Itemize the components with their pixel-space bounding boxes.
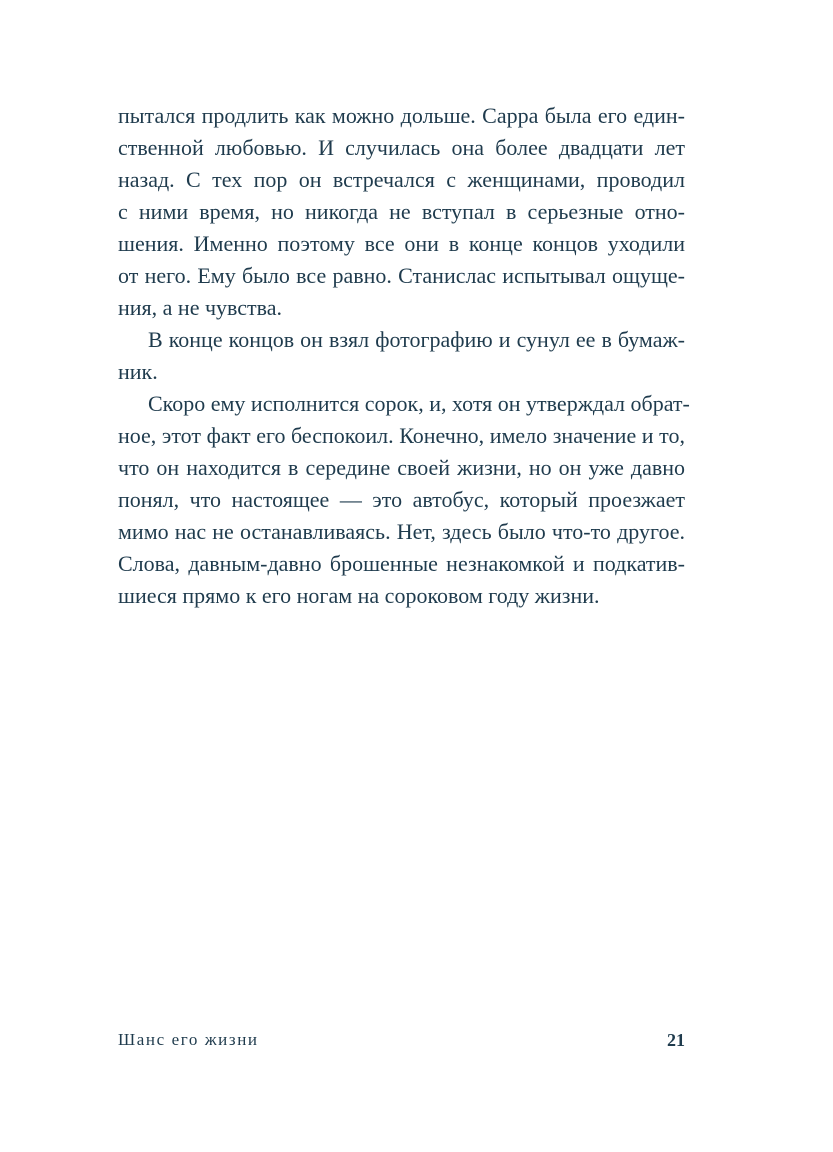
text-line: что он находится в середине своей жизни, но он уже давно — [118, 455, 685, 480]
text-line: от него. Ему было все равно. Станислас испытывал ощуще- — [118, 263, 685, 288]
paragraph-start-line: В конце концов он взял фотографию и сунул ее в бумаж- — [148, 327, 685, 352]
page-number: 21 — [667, 1030, 685, 1050]
text-line: ное, этот факт его беспокоил. Конечно, имело значение и то, — [118, 423, 685, 448]
text-line: понял, что настоящее — это автобус, который проезжает — [118, 487, 685, 512]
paragraph-start-line: Скоро ему исполнится сорок, и, хотя он утверждал обрат- — [148, 391, 690, 416]
text-line: ник. — [118, 359, 158, 384]
body-text — [118, 100, 690, 612]
page-footer — [118, 1026, 685, 1054]
running-title: Шанс его жизни — [118, 1030, 259, 1049]
text-line: шиеся прямо к его ногам на сороковом году жизни. — [118, 583, 600, 608]
text-line: с ними время, но никогда не вступал в серьезные отно- — [118, 199, 685, 224]
text-line: шения. Именно поэтому все они в конце концов уходили — [118, 231, 685, 256]
text-line: ственной любовью. И случилась она более двадцати лет — [118, 135, 685, 160]
text-line: Слова, давным-давно брошенные незнакомкой и подкатив- — [118, 551, 685, 576]
text-line: мимо нас не останавливаясь. Нет, здесь было что-то другое. — [118, 519, 685, 544]
text-line: пытался продлить как можно дольше. Сарра была его един- — [118, 103, 685, 128]
text-line: ния, а не чувства. — [118, 295, 283, 320]
text-line: назад. С тех пор он встречался с женщинами, проводил — [118, 167, 685, 192]
